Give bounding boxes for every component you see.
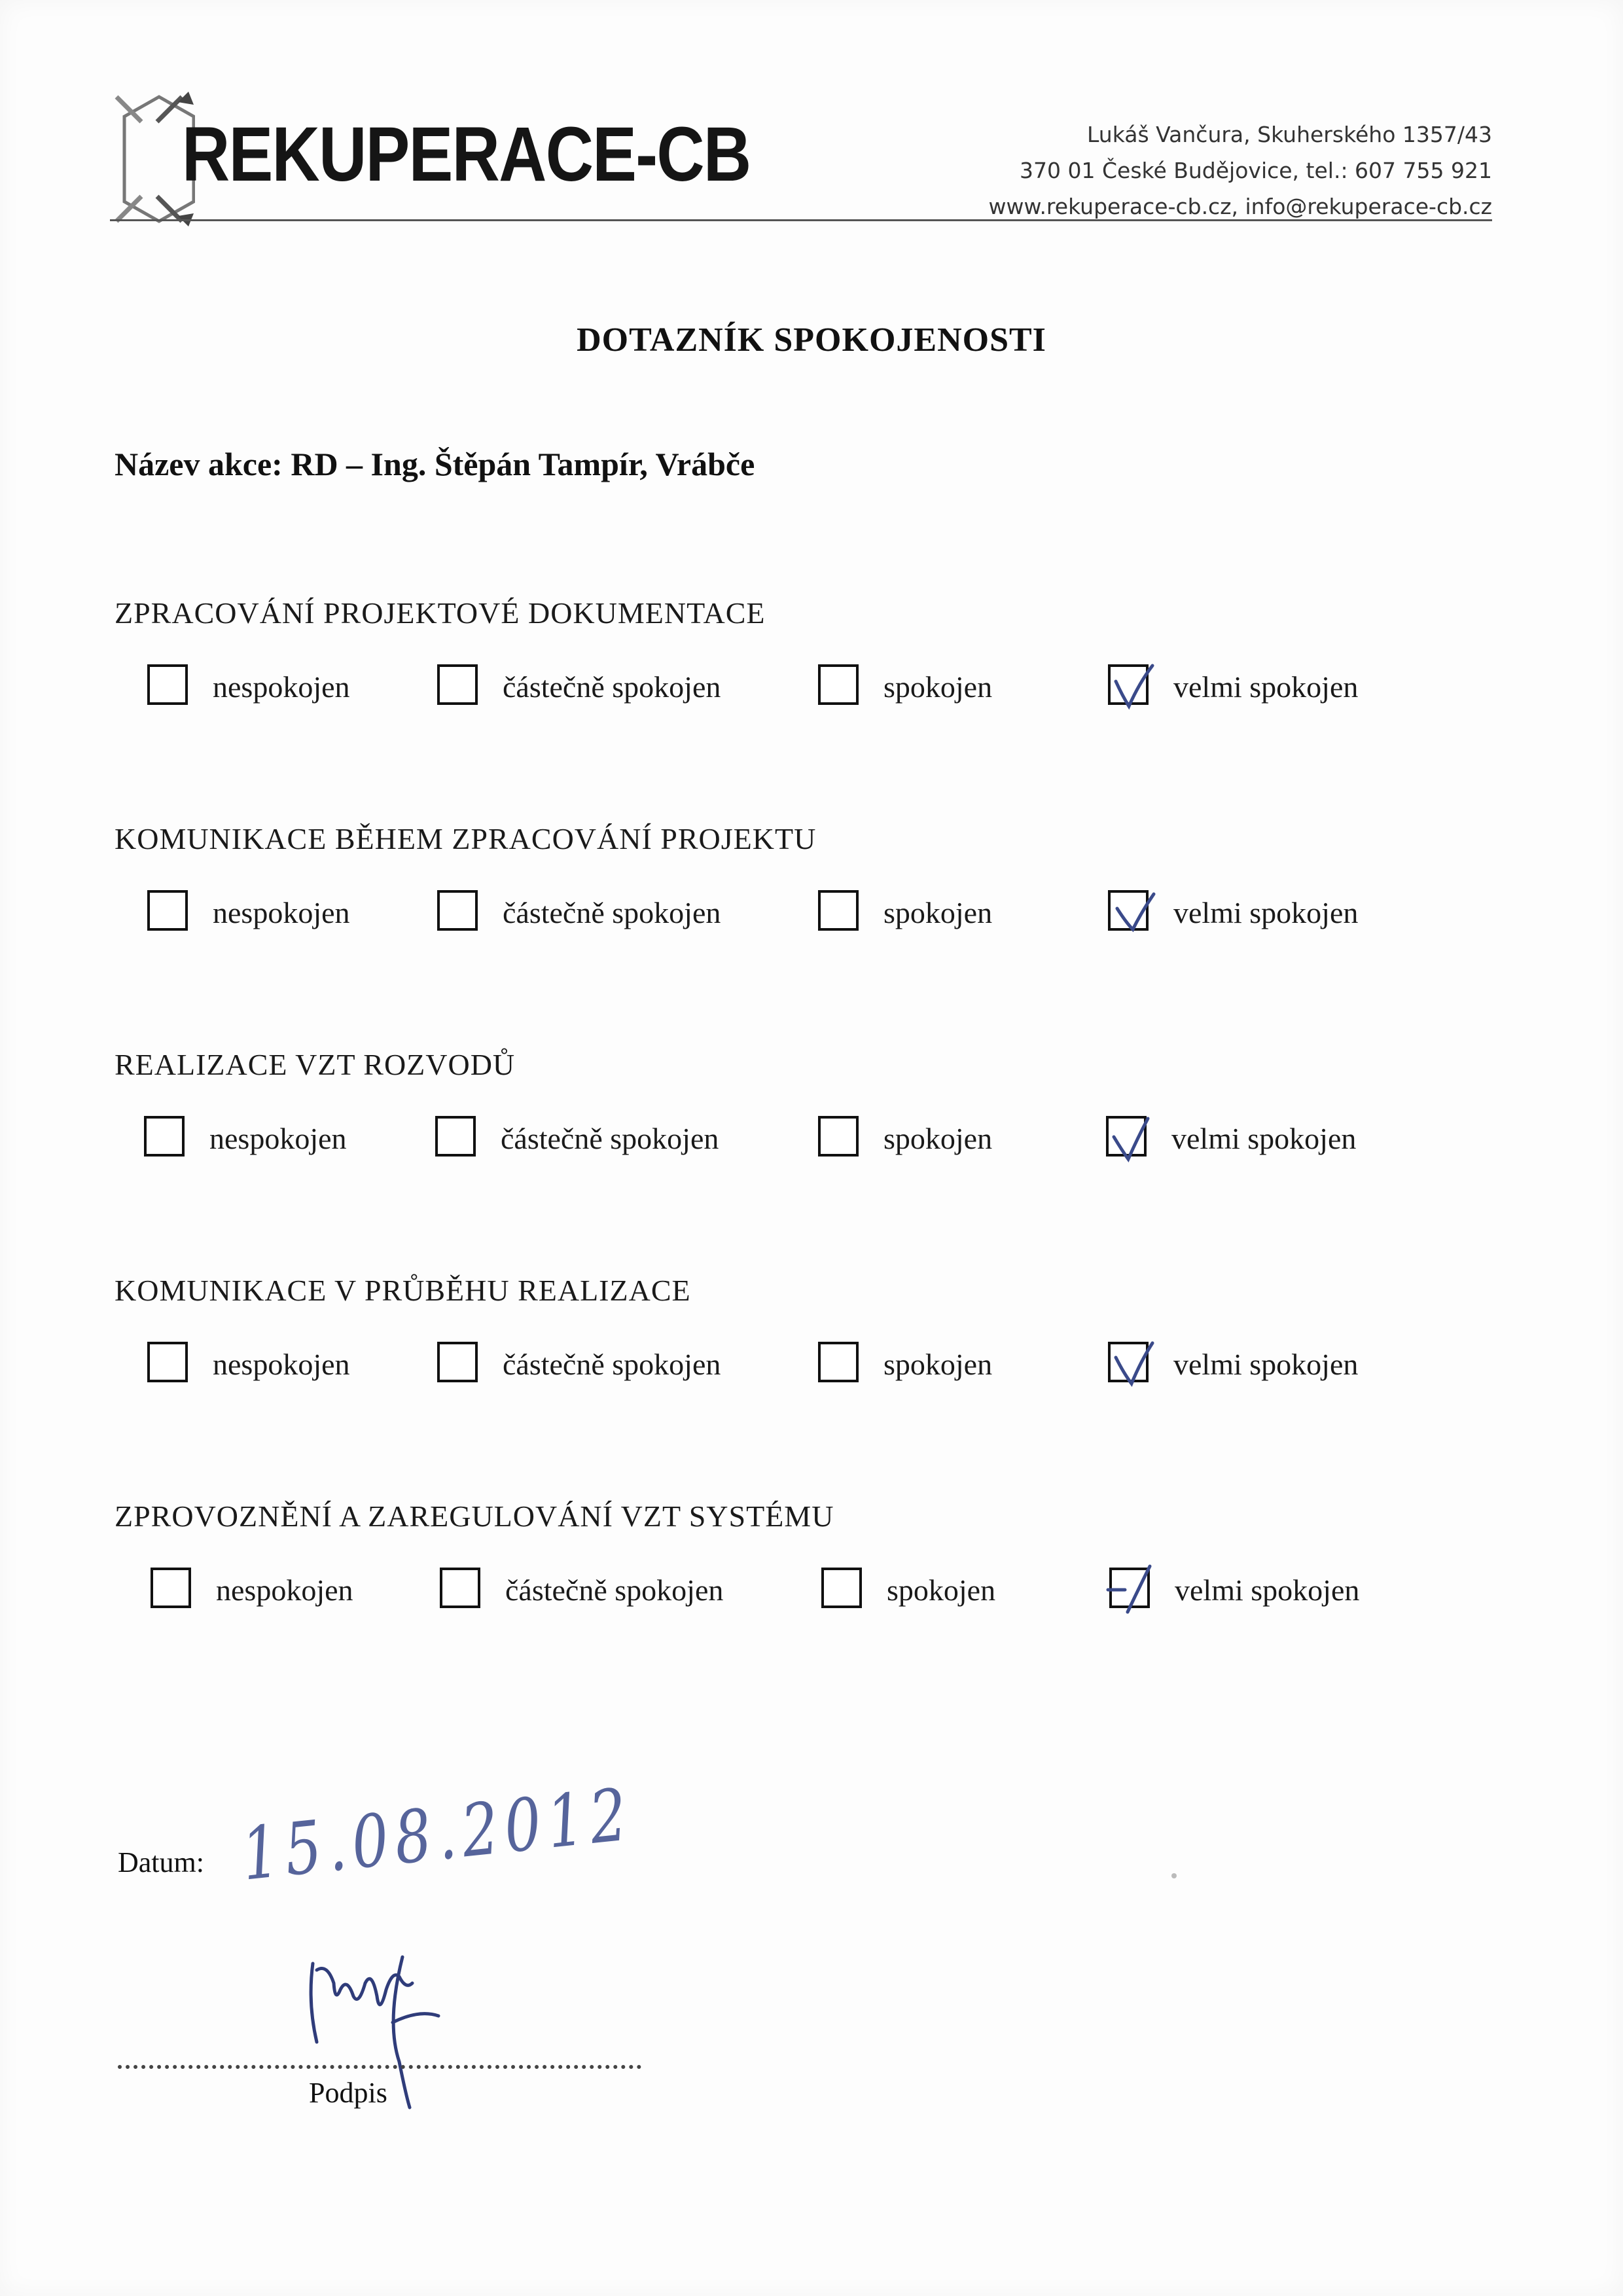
checkbox[interactable]: [437, 1342, 478, 1382]
option-label: spokojen: [883, 670, 993, 704]
contact-address: Lukáš Vančura, Skuherského 1357/43: [1087, 122, 1492, 147]
section-heading: REALIZACE VZT ROZVODŮ: [115, 1048, 516, 1081]
option-label: nespokojen: [213, 896, 350, 929]
option-label: částečně spokojen: [501, 1122, 719, 1155]
document-title: DOTAZNÍK SPOKOJENOSTI: [577, 321, 1046, 359]
checkmark-icon: [1105, 1108, 1157, 1167]
checkbox[interactable]: [437, 890, 478, 931]
checkbox[interactable]: [440, 1568, 480, 1608]
checkbox-checked[interactable]: [1109, 1568, 1150, 1608]
option-label: velmi spokojen: [1175, 1573, 1360, 1607]
contact-web-email: www.rekuperace-cb.cz, info@rekuperace-cb.cz: [988, 194, 1492, 219]
checkbox[interactable]: [818, 890, 859, 931]
option-label: spokojen: [883, 1122, 993, 1155]
signature-line: [118, 2065, 641, 2069]
question-section: [115, 1273, 1489, 1437]
logo-text: REKUPERACE-CB: [182, 111, 751, 198]
question-section: [115, 821, 1489, 985]
checkbox[interactable]: [821, 1568, 862, 1608]
option-label: částečně spokojen: [503, 670, 721, 704]
handwritten-date: 15.08.2012: [238, 1772, 637, 1897]
option-label: velmi spokojen: [1171, 1122, 1357, 1155]
option-label: spokojen: [883, 1348, 993, 1381]
checkmark-icon: [1107, 1334, 1159, 1393]
option-label: nespokojen: [209, 1122, 347, 1155]
option-label: velmi spokojen: [1173, 1348, 1359, 1381]
question-section: [115, 1499, 1489, 1662]
checkmark-icon: [1107, 882, 1159, 941]
option-label: částečně spokojen: [503, 896, 721, 929]
checkbox[interactable]: [437, 664, 478, 705]
checkmark-icon: [1108, 1560, 1167, 1625]
section-heading: KOMUNIKACE V PRŮBĚHU REALIZACE: [115, 1274, 691, 1307]
section-heading: KOMUNIKACE BĚHEM ZPRACOVÁNÍ PROJEKTU: [115, 822, 817, 855]
checkbox[interactable]: [818, 1342, 859, 1382]
checkbox[interactable]: [147, 890, 188, 931]
company-contact: [989, 117, 1493, 224]
checkbox[interactable]: [818, 664, 859, 705]
section-heading: ZPROVOZNĚNÍ A ZAREGULOVÁNÍ VZT SYSTÉMU: [115, 1499, 834, 1533]
checkbox[interactable]: [147, 664, 188, 705]
checkbox[interactable]: [435, 1116, 476, 1157]
date-label: Datum:: [118, 1846, 204, 1878]
scan-speck: [1171, 1873, 1177, 1878]
event-name: Název akce: RD – Ing. Štěpán Tampír, Vrábče: [115, 446, 755, 482]
question-section: [115, 1047, 1489, 1211]
option-label: nespokojen: [213, 670, 350, 704]
option-label: velmi spokojen: [1173, 670, 1359, 704]
option-label: částečně spokojen: [505, 1573, 724, 1607]
checkbox[interactable]: [147, 1342, 188, 1382]
option-label: částečně spokojen: [503, 1348, 721, 1381]
contact-city-phone: 370 01 České Budějovice, tel.: 607 755 921: [1020, 158, 1492, 183]
section-heading: ZPRACOVÁNÍ PROJEKTOVÉ DOKUMENTACE: [115, 596, 766, 630]
question-section: [115, 596, 1489, 759]
option-label: spokojen: [887, 1573, 996, 1607]
checkbox-checked[interactable]: [1108, 664, 1149, 705]
checkbox[interactable]: [144, 1116, 185, 1157]
company-logo: [110, 90, 751, 228]
option-label: velmi spokojen: [1173, 896, 1359, 929]
checkbox-checked[interactable]: [1108, 1342, 1149, 1382]
option-label: nespokojen: [216, 1573, 353, 1607]
option-label: spokojen: [883, 896, 993, 929]
signature-label: Podpis: [309, 2077, 387, 2109]
header-divider: [110, 219, 1492, 221]
checkbox-checked[interactable]: [1106, 1116, 1147, 1157]
checkbox-checked[interactable]: [1108, 890, 1149, 931]
checkbox[interactable]: [151, 1568, 191, 1608]
option-label: nespokojen: [213, 1348, 350, 1381]
checkmark-icon: [1107, 656, 1159, 715]
checkbox[interactable]: [818, 1116, 859, 1157]
